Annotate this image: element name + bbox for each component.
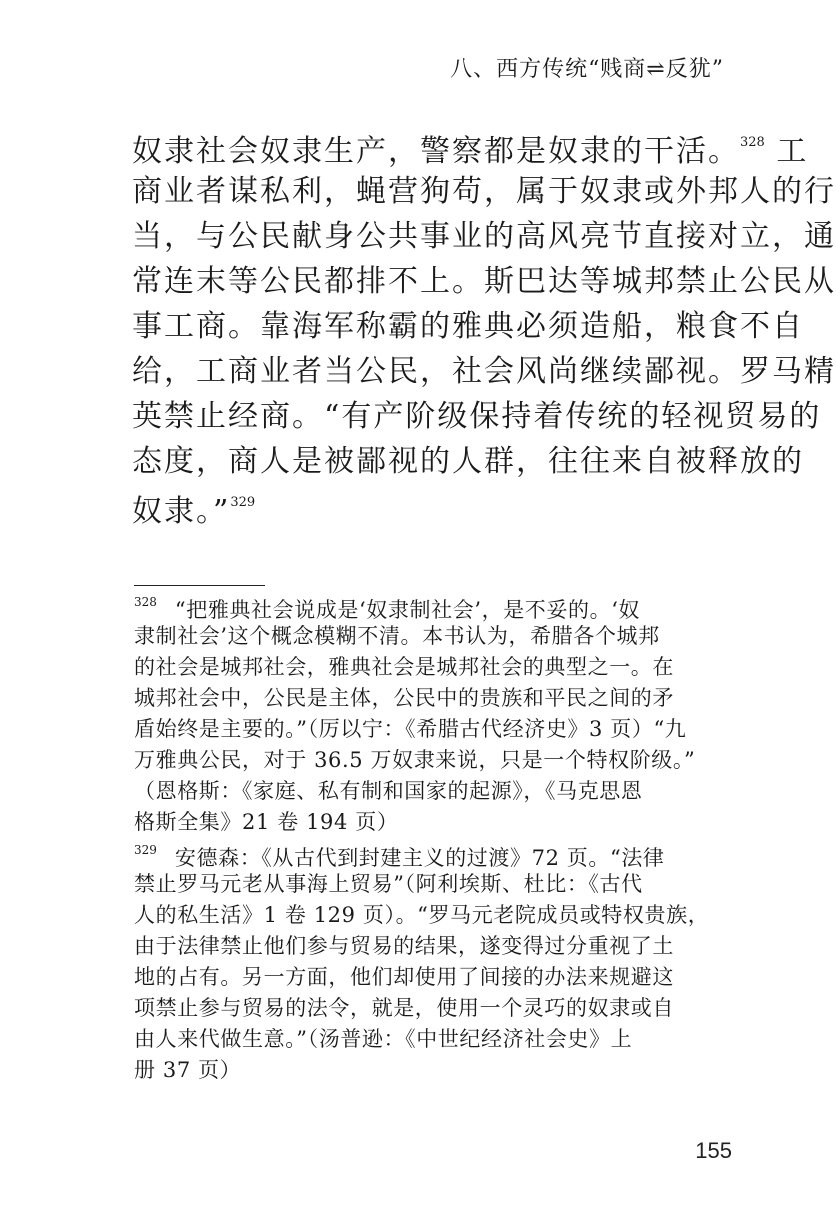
footnote-329-line: [134, 838, 686, 869]
footnote-text: 安德森：《从古代到封建主义的过渡》72 页。“法律: [174, 846, 665, 870]
footnote-329-line: 由人来代做生意。”（汤普逊：《中世纪经济社会史》上: [134, 1027, 633, 1051]
footnote-328-line: （恩格斯：《家庭、私有制和国家的起源》，《马克思恩: [134, 779, 643, 803]
footnote-329-line: 地的占有。另一方面，他们却使用了间接的办法来规避这: [134, 965, 674, 989]
body-line-tail: 工: [776, 134, 809, 169]
running-header: 八、西方传统“贱商⇌反犹”: [450, 57, 724, 82]
body-line: 给，工商业者当公民，社会风尚继续鄙视。罗马精: [132, 354, 836, 389]
footnote-number: 329: [134, 843, 157, 857]
footnotes: [134, 590, 710, 1086]
footnote-328-line: 城邦社会中，公民是主体，公民中的贵族和平民之间的矛: [134, 686, 674, 710]
page-number: 155: [695, 1138, 732, 1163]
footnote-329-line: 项禁止参与贸易的法令，就是，使用一个灵巧的奴隶或自: [134, 996, 674, 1020]
footnote-ref-328[interactable]: 328: [740, 135, 765, 150]
footnote-text: “把雅典社会说成是‘奴隶制社会’，是不妥的。‘奴: [174, 598, 641, 622]
body-line: 商业者谋私利，蝇营狗苟，属于奴隶或外邦人的行: [132, 174, 836, 209]
body-line: [132, 484, 688, 529]
body-line: 常连末等公民都排不上。斯巴达等城邦禁止公民从: [132, 264, 836, 299]
footnote-328-line: 盾始终是主要的。”（厉以宁：《希腊古代经济史》3 页）“九: [134, 717, 687, 741]
body-line: 英禁止经商。“有产阶级保持着传统的轻视贸易的: [132, 399, 822, 434]
footnote-328-line: 的社会是城邦社会，雅典社会是城邦社会的典型之一。在: [134, 655, 674, 679]
footnote-number: 328: [134, 595, 157, 609]
footnote-329-line: 人的私生活》1 卷 129 页）。“罗马元老院成员或特权贵族，: [134, 903, 710, 927]
main-text: [132, 124, 836, 529]
body-line: [132, 124, 809, 169]
body-line-text: 奴隶社会奴隶生产，警察都是奴隶的干活。: [132, 134, 740, 169]
footnote-328-line: 隶制社会’这个概念模糊不清。本书认为，希腊各个城邦: [134, 624, 660, 648]
footnote-329-line: 禁止罗马元老从事海上贸易”（阿利埃斯、杜比：《古代: [134, 872, 643, 896]
body-line: 事工商。靠海军称霸的雅典必须造船，粮食不自: [132, 309, 804, 344]
body-line-text: 奴隶。”: [132, 494, 231, 529]
footnote-328-line: [134, 590, 686, 621]
footnote-328-line: 万雅典公民，对于 36.5 万奴隶来说，只是一个特权阶级。”: [134, 748, 696, 772]
body-line: 当，与公民献身公共事业的高风亮节直接对立，通: [132, 219, 836, 254]
footnote-329-line: 册 37 页）: [134, 1058, 242, 1082]
footnote-328-line: 格斯全集》21 卷 194 页）: [134, 810, 399, 834]
body-line: 态度，商人是被鄙视的人群，往往来自被释放的: [132, 444, 804, 479]
footnote-ref-329[interactable]: 329: [230, 495, 256, 510]
footnote-329-line: 由于法律禁止他们参与贸易的结果，遂变得过分重视了土: [134, 934, 674, 958]
footnote-divider: [134, 585, 265, 586]
